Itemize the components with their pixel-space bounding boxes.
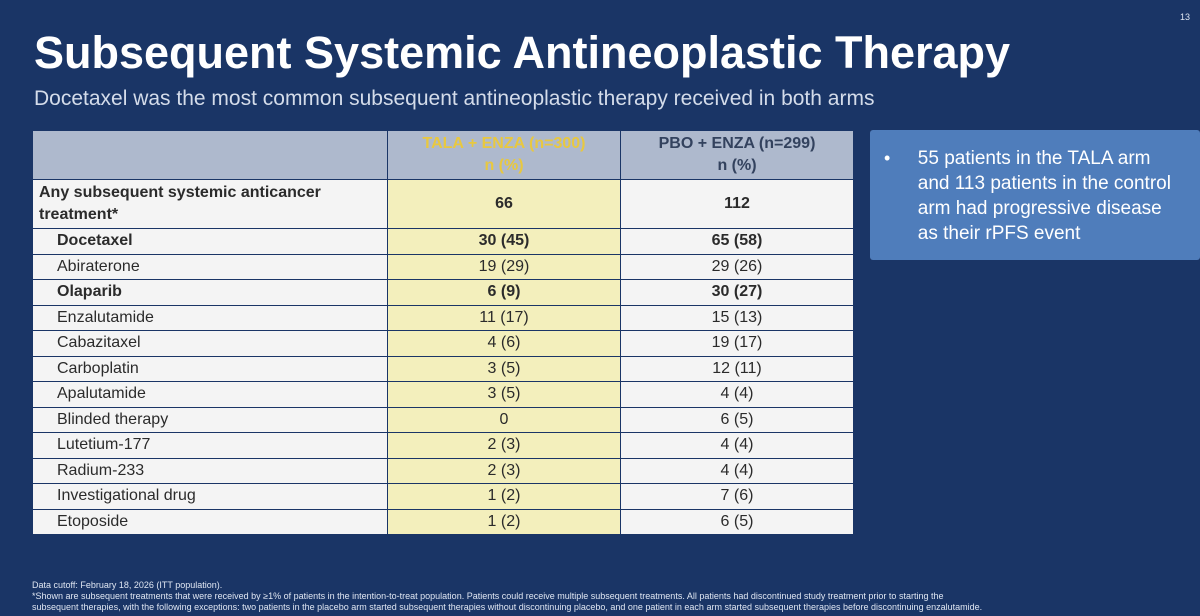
cell-pbo: 7 (6) [621,484,854,510]
table-row [33,254,854,280]
header-pbo-enza [621,131,854,180]
cell-pbo: 30 (27) [621,280,854,306]
table-row [33,280,854,306]
cell-tala: 1 (2) [388,484,621,510]
cell-tala: 30 (45) [388,229,621,255]
table-row [33,407,854,433]
cell-tala: 2 (3) [388,433,621,459]
cell-pbo: 112 [621,180,854,229]
row-label: Etoposide [33,509,388,535]
slide-subtitle: Docetaxel was the most common subsequent antineoplastic therapy received in both arms [34,87,875,110]
table-row [33,229,854,255]
cell-pbo: 6 (5) [621,509,854,535]
row-label: Radium-233 [33,458,388,484]
row-label: Docetaxel [33,229,388,255]
key-finding-callout [870,130,1200,260]
row-label: Investigational drug [33,484,388,510]
cell-pbo: 6 (5) [621,407,854,433]
cell-pbo: 4 (4) [621,433,854,459]
row-label [33,180,388,229]
cell-pbo: 15 (13) [621,305,854,331]
row-label: Lutetium-177 [33,433,388,459]
callout-text: 55 patients in the TALA arm and 113 patients in the control arm had progressive disease as their rPFS event [917,148,1171,244]
header-tala-unit: n (%) [484,157,524,174]
footnote-data-cutoff: Data cutoff: February 18, 2026 (ITT population). [32,580,223,590]
cell-tala: 6 (9) [388,280,621,306]
row-label-line2: treatment* [39,206,119,223]
cell-tala: 2 (3) [388,458,621,484]
footnote-exceptions: subsequent therapies, with the following exceptions: two patients in the placebo arm started subsequent therapies without discontinuing placebo, and one patient in each arm started subsequent therapies before discontinuing enzalutamide. [32,602,983,612]
cell-tala: 19 (29) [388,254,621,280]
cell-pbo: 4 (4) [621,458,854,484]
footnote-treatment-note: *Shown are subsequent treatments that were received by ≥1% of patients in the intention-to-treat population. Patients could receive multiple subsequent treatments. All patients had discontinued study treatment prior to starting the [32,591,944,601]
slide-title: Subsequent Systemic Antineoplastic Therapy [34,27,1011,78]
slide-number: 13 [1179,12,1190,22]
cell-tala: 11 (17) [388,305,621,331]
table-row [33,509,854,535]
cell-tala: 3 (5) [388,382,621,408]
cell-tala: 0 [388,407,621,433]
table-header-row [33,131,854,180]
table-row [33,356,854,382]
row-label: Abiraterone [33,254,388,280]
header-pbo-title: PBO + ENZA (n=299) [658,135,816,152]
row-label: Blinded therapy [33,407,388,433]
row-label-line1: Any subsequent systemic anticancer [39,184,321,201]
row-label: Apalutamide [33,382,388,408]
cell-pbo: 19 (17) [621,331,854,357]
cell-pbo: 29 (26) [621,254,854,280]
header-label-cell [33,131,388,180]
row-label: Olaparib [33,280,388,306]
bullet-icon: • [884,148,891,168]
row-label: Cabazitaxel [33,331,388,357]
table-row [33,382,854,408]
row-label: Carboplatin [33,356,388,382]
cell-pbo: 12 (11) [621,356,854,382]
row-label: Enzalutamide [33,305,388,331]
table-row-any-treatment [33,180,854,229]
header-tala-title: TALA + ENZA (n=300) [422,135,586,152]
cell-tala: 66 [388,180,621,229]
table-row [33,484,854,510]
cell-tala: 4 (6) [388,331,621,357]
table-row [33,458,854,484]
cell-pbo: 65 (58) [621,229,854,255]
footnotes [32,580,1192,613]
cell-tala: 3 (5) [388,356,621,382]
cell-pbo: 4 (4) [621,382,854,408]
cell-tala: 1 (2) [388,509,621,535]
header-tala-enza [388,131,621,180]
header-pbo-unit: n (%) [717,157,757,174]
table-row [33,305,854,331]
therapy-table [32,130,854,535]
table-row [33,331,854,357]
table-row [33,433,854,459]
